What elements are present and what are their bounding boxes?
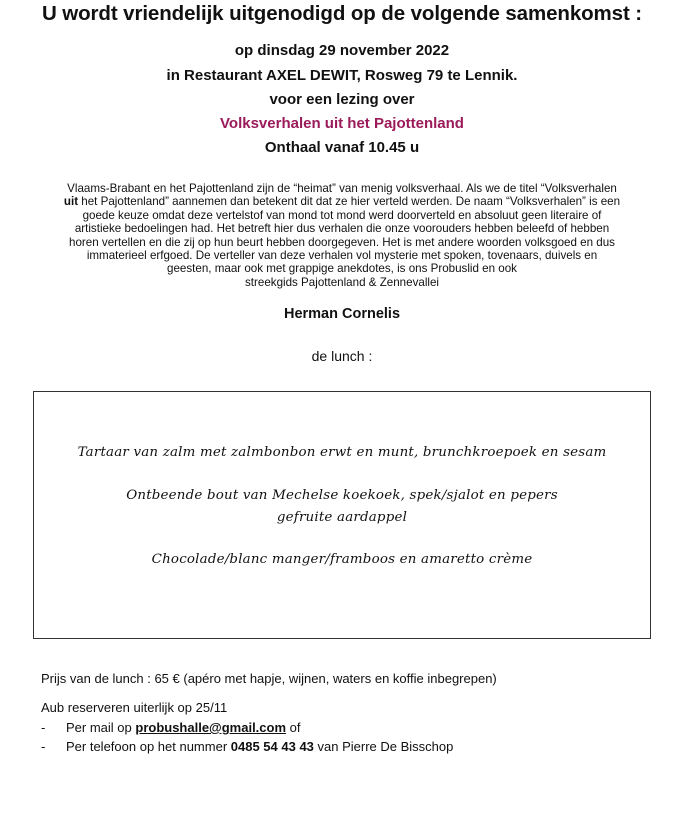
speaker-name: Herman Cornelis <box>283 306 401 322</box>
price-info: Prijs van de lunch : 65 € (apéro met hapje, wijnen, waters en koffie inbegrepen) <box>41 671 497 686</box>
bullet-dash: - <box>41 739 46 754</box>
reservation-mail <box>41 720 301 735</box>
phone-prefix: Per telefoon op het nummer <box>66 739 231 754</box>
intro-line: goede keuze omdat deze vertelstof van mond tot mond werd doorverteld en absoluut geen literaire of <box>82 208 602 222</box>
intro-line-text: het Pajottenland” aannemen dan betekent dit dat ze hier verteld werden. De naam “Volksverhalen” is een <box>78 195 621 209</box>
menu-main-line1: Ontbeende bout van Mechelse koekoek, spek/sjalot en pepers <box>126 488 558 503</box>
menu-starter: Tartaar van zalm met zalmbonbon erwt en munt, brunchkroepoek en sesam <box>77 445 607 460</box>
intro-line: artistieke bedoelingen had. Het betreft hier dus verhalen die onze voorouders hebben beleefd of hebben <box>74 222 610 236</box>
intro-line: horen vertellen en die zij op hun beurt hebben doorgegeven. Het is met andere woorden volksgoed en dus <box>69 235 615 249</box>
intro-line <box>40 195 644 208</box>
event-reception: Onthaal vanaf 10.45 u <box>264 139 420 156</box>
phone-number: 0485 54 43 43 <box>230 739 314 754</box>
menu-main-line2: gefruite aardappel <box>276 510 408 525</box>
intro-line: Vlaams-Brabant en het Pajottenland zijn de “heimat” van menig volksverhaal. Als we de titel “Volksverhalen <box>67 182 617 195</box>
event-location: in Restaurant AXEL DEWIT, Rosweg 79 te Lennik. <box>166 67 518 84</box>
intro-line: streekgids Pajottenland & Zennevallei <box>245 275 439 289</box>
event-date: op dinsdag 29 november 2022 <box>234 42 450 59</box>
menu-box <box>33 391 651 639</box>
menu-dessert: Chocolade/blanc manger/framboos en amaretto crème <box>151 552 533 567</box>
lunch-label: de lunch : <box>311 348 373 364</box>
mail-prefix: Per mail op <box>66 720 136 735</box>
event-purpose: voor een lezing over <box>269 91 415 108</box>
page-title: U wordt vriendelijk uitgenodigd op de volgende samenkomst : <box>41 2 643 25</box>
reservation-deadline: Aub reserveren uiterlijk op 25/11 <box>41 700 228 715</box>
bullet-dash: - <box>41 720 46 735</box>
intro-line: immaterieel erfgoed. De verteller van deze verhalen vol mysterie met spoken, tovenaars, duivels en <box>86 249 598 263</box>
email-link[interactable]: probushalle@gmail.com <box>135 720 287 735</box>
intro-line: geesten, maar ook met grappige anekdotes, is ons Probuslid en ook <box>167 262 517 276</box>
mail-suffix: of <box>286 720 301 735</box>
event-topic: Volksverhalen uit het Pajottenland <box>220 115 464 132</box>
reservation-phone <box>41 739 453 754</box>
intro-paragraph <box>40 182 644 289</box>
phone-suffix: van Pierre De Bisschop <box>313 739 454 754</box>
intro-bold-word: uit <box>63 195 79 209</box>
